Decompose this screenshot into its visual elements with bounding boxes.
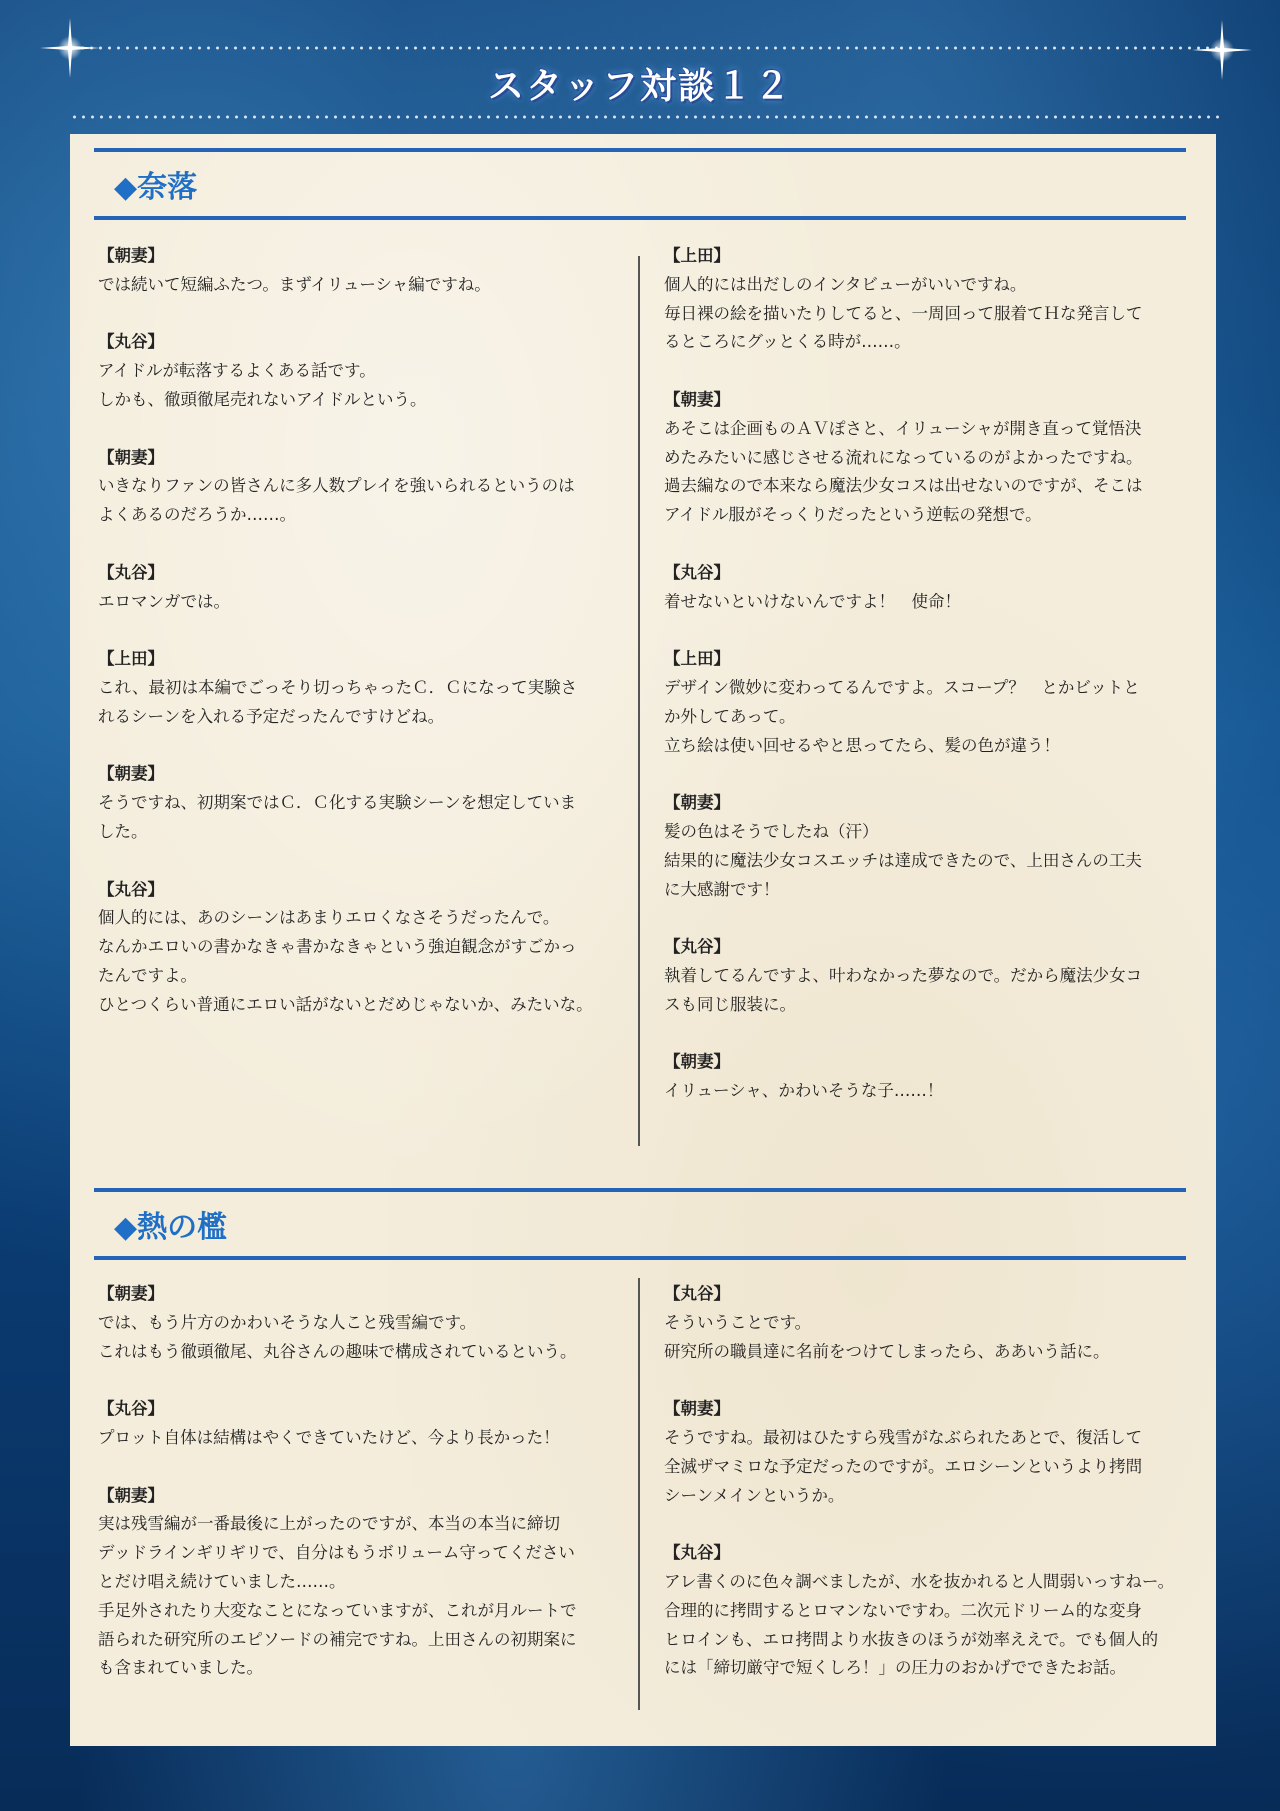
dialogue-line: 全滅ザマミロな予定だったのですが。エロシーンというより拷問 <box>664 1456 1143 1476</box>
dialogue-entry <box>98 1280 618 1366</box>
dialogue-entry <box>98 645 618 731</box>
speaker-label: 【丸谷】 <box>98 879 164 899</box>
dialogue-line: か外してあって。 <box>664 706 796 726</box>
dialogue-entry <box>664 1280 1184 1366</box>
dialogue-entry <box>664 1048 1184 1106</box>
speaker-label: 【朝妻】 <box>664 793 730 813</box>
dialogue-line: イリューシャ、かわいそうな子……！ <box>664 1081 944 1101</box>
dialogue-entry <box>98 1395 618 1453</box>
dialogue-entry <box>98 242 618 300</box>
dialogue-line: エロマンガでは。 <box>98 591 230 611</box>
speaker-label: 【上田】 <box>664 246 730 265</box>
dialogue-line: 髪の色はそうでしたね（汗） <box>664 821 879 841</box>
speaker-label: 【丸谷】 <box>664 1284 730 1303</box>
speaker-label: 【丸谷】 <box>98 562 164 582</box>
dialogue-entry <box>664 1539 1184 1683</box>
dialogue-line: なんかエロいの書かなきゃ書かなきゃという強迫観念がすごかっ <box>98 937 577 957</box>
decorative-dot-line <box>70 113 1220 121</box>
section-header-netsu-no-ori <box>94 1188 1186 1260</box>
dialogue-line: 過去編なので本来なら魔法少女コスは出せないのですが、そこは <box>664 476 1143 496</box>
dialogue-entry <box>664 645 1184 760</box>
dialogue-line: 合理的に拷問するとロマンないですわ。二次元ドリーム的な変身 <box>664 1600 1142 1620</box>
dialogue-line: たんですよ。 <box>98 965 197 985</box>
dialogue-line: も含まれていました。 <box>98 1658 263 1678</box>
dialogue-line: よくあるのだろうか……。 <box>98 505 296 525</box>
dialogue-line: そういうことです。 <box>664 1312 812 1332</box>
dialogue-line: には「締切厳守で短くしろ！」の圧力のおかげでできたお話。 <box>664 1658 1126 1678</box>
speaker-label: 【上田】 <box>664 649 730 669</box>
dialogue-line: ヒロインも、エロ拷問より水抜きのほうが効率ええで。でも個人的 <box>664 1629 1159 1649</box>
dialogue-entry <box>664 1395 1184 1510</box>
page-title: スタッフ対談１２ <box>487 66 792 107</box>
dialogue-line: デザイン微妙に変わってるんですよ。スコープ？ とかビットと <box>664 677 1140 697</box>
section-rule <box>94 1256 1186 1260</box>
dialogue-entry <box>664 559 1184 617</box>
speaker-label: 【丸谷】 <box>664 937 730 957</box>
dialogue-line: るところにグッとくる時が……。 <box>664 332 911 352</box>
dialogue-line: しかも、徹頭徹尾売れないアイドルという。 <box>98 389 427 409</box>
dialogue-line: 語られた研究所のエピソードの補完ですね。上田さんの初期案に <box>98 1629 577 1649</box>
section-title: ◆熱の檻 <box>114 1210 228 1245</box>
dialogue-line: これはもう徹頭徹尾、丸谷さんの趣味で構成されているという。 <box>98 1341 577 1361</box>
section-rule <box>94 148 1186 152</box>
section-rule <box>94 216 1186 220</box>
dialogue-line: とだけ唱え続けていました……。 <box>98 1571 346 1591</box>
section-title: ◆奈落 <box>114 170 198 205</box>
speaker-label: 【朝妻】 <box>98 1284 164 1303</box>
dialogue-entry <box>664 933 1184 1019</box>
dialogue-entry <box>98 876 618 1020</box>
dialogue-entry <box>98 328 618 414</box>
column-divider <box>638 256 640 1146</box>
dialogue-line: れるシーンを入れる予定だったんですけどね。 <box>98 706 445 726</box>
dialogue-column-left <box>98 1280 618 1712</box>
dialogue-line: いきなりファンの皆さんに多人数プレイを強いられるというのは <box>98 476 575 496</box>
dialogue-entry <box>664 386 1184 530</box>
dialogue-line: アイドルが転落するよくある話です。 <box>98 361 376 381</box>
speaker-label: 【朝妻】 <box>98 246 164 265</box>
dialogue-entry <box>98 760 618 846</box>
section-rule <box>94 1188 1186 1192</box>
column-divider <box>638 1278 640 1710</box>
dialogue-line: スも同じ服装に。 <box>664 994 796 1014</box>
dialogue-line: ひとつくらい普通にエロい話がないとだめじゃないか、みたいな。 <box>98 994 593 1014</box>
dialogue-column-right <box>664 242 1184 1135</box>
page-header <box>0 0 1280 134</box>
dialogue-line: した。 <box>98 821 148 841</box>
dialogue-line: あそこは企画ものＡＶぽさと、イリューシャが開き直って覚悟決 <box>664 418 1142 438</box>
dialogue-line: そうですね。最初はひたすら残雪がなぶられたあとで、復活して <box>664 1427 1143 1447</box>
dialogue-line: 執着してるんですよ、叶わなかった夢なので。だから魔法少女コ <box>664 965 1143 985</box>
speaker-label: 【朝妻】 <box>98 764 164 784</box>
dialogue-line: 実は残雪編が一番最後に上がったのですが、本当の本当に締切 <box>98 1514 560 1534</box>
dialogue-entry <box>98 444 618 530</box>
dialogue-column-left <box>98 242 618 1048</box>
dialogue-entry <box>664 789 1184 904</box>
speaker-label: 【朝妻】 <box>664 1052 730 1072</box>
dialogue-column-right <box>664 1280 1184 1712</box>
dialogue-line: 立ち絵は使い回せるやと思ってたら、髪の色が違う！ <box>664 735 1060 755</box>
dialogue-line: これ、最初は本編でごっそり切っちゃったＣ．Ｃになって実験さ <box>98 677 578 697</box>
dialogue-line: に大感謝です！ <box>664 879 780 899</box>
speaker-label: 【丸谷】 <box>664 1543 730 1563</box>
dialogue-line: 毎日裸の絵を描いたりしてると、一周回って服着てＨな発言して <box>664 303 1143 323</box>
section-header-naraku <box>94 148 1186 220</box>
speaker-label: 【朝妻】 <box>98 447 164 467</box>
speaker-label: 【朝妻】 <box>664 389 730 409</box>
speaker-label: 【丸谷】 <box>98 332 164 352</box>
dialogue-line: シーンメインというか。 <box>664 1485 845 1505</box>
decorative-dot-line <box>60 44 1220 52</box>
dialogue-line: では、もう片方のかわいそうな人こと残雪編です。 <box>98 1312 477 1332</box>
speaker-label: 【朝妻】 <box>98 1485 164 1505</box>
dialogue-line: アレ書くのに色々調べましたが、水を抜かれると人間弱いっすねー。 <box>664 1571 1175 1591</box>
dialogue-line: 結果的に魔法少女コスエッチは達成できたので、上田さんの工夫 <box>664 850 1142 870</box>
dialogue-line: では続いて短編ふたつ。まずイリューシャ編ですね。 <box>98 274 491 294</box>
dialogue-line: 個人的には、あのシーンはあまりエロくなさそうだったんで。 <box>98 908 560 928</box>
speaker-label: 【丸谷】 <box>98 1399 164 1419</box>
dialogue-line: 手足外されたり大変なことになっていますが、これが月ルートで <box>98 1600 577 1620</box>
document-panel <box>70 134 1216 1746</box>
dialogue-line: そうですね、初期案ではＣ．Ｃ化する実験シーンを想定していま <box>98 793 577 813</box>
dialogue-entry <box>98 559 618 617</box>
dialogue-line: プロット自体は結構はやくできていたけど、今より長かった！ <box>98 1427 560 1447</box>
dialogue-entry <box>664 242 1184 357</box>
dialogue-line: 研究所の職員達に名前をつけてしまったら、ああいう話に。 <box>664 1341 1110 1361</box>
speaker-label: 【上田】 <box>98 649 164 669</box>
dialogue-line: デッドラインギリギリで、自分はもうボリューム守ってください <box>98 1543 575 1563</box>
dialogue-entry <box>98 1482 618 1684</box>
dialogue-line: アイドル服がそっくりだったという逆転の発想で。 <box>664 505 1042 525</box>
speaker-label: 【朝妻】 <box>664 1399 730 1419</box>
speaker-label: 【丸谷】 <box>664 562 730 582</box>
dialogue-line: めたみたいに感じさせる流れになっているのがよかったですね。 <box>664 447 1143 467</box>
dialogue-line: 着せないといけないんですよ！ 使命！ <box>664 591 961 611</box>
dialogue-line: 個人的には出だしのインタビューがいいですね。 <box>664 274 1027 294</box>
